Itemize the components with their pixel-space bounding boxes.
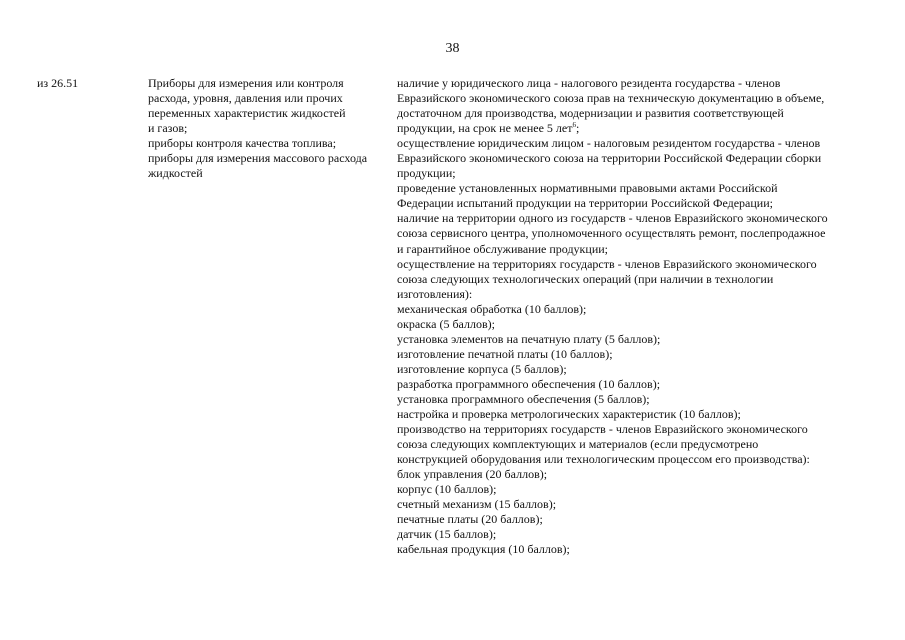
requirement-line: Евразийского экономического союза на территории Российской Федерации сборки (397, 151, 822, 166)
requirement-line: наличие у юридического лица - налогового резидента государства - членов (397, 76, 781, 90)
requirement-line: кабельная продукция (10 баллов); (397, 542, 570, 557)
requirement-line: печатные платы (20 баллов); (397, 512, 543, 527)
footnote-mark: 6 (572, 121, 576, 130)
requirement-line: производство на территориях государств - членов Евразийского экономического (397, 422, 808, 437)
product-name-line: приборы для измерения массового расхода (148, 151, 368, 166)
product-name-line: и газов; (148, 121, 188, 136)
requirement-line: продукции; (397, 166, 456, 181)
requirement-line: Федерации испытаний продукции на территории Российской Федерации; (397, 196, 773, 211)
footnote-suffix: ; (575, 121, 580, 136)
product-name-line: жидкостей (148, 166, 203, 181)
requirement-line: механическая обработка (10 баллов); (397, 301, 587, 316)
requirement-line: настройка и проверка метрологических характеристик (10 баллов); (397, 407, 741, 422)
product-name-line: Приборы для измерения или контроля (148, 76, 344, 90)
product-name-line: приборы контроля качества топлива; (148, 136, 337, 151)
requirement-line: осуществление на территориях государств - членов Евразийского экономического (397, 256, 817, 271)
requirement-line: конструкцией оборудования или технологическим процессом его производства): (397, 452, 810, 467)
requirement-line: датчик (15 баллов); (397, 527, 497, 542)
page-number: 38 (445, 41, 460, 56)
requirement-line: наличие на территории одного из государств - членов Евразийского экономического (397, 211, 828, 226)
product-name-line: переменных характеристик жидкостей (148, 106, 346, 121)
requirement-line: счетный механизм (15 баллов); (397, 497, 557, 512)
requirement-line: разработка программного обеспечения (10 баллов); (397, 376, 661, 391)
requirement-line: достаточном для производства, модернизации и развития соответствующей (397, 106, 784, 121)
requirement-line: изготовление печатной платы (10 баллов); (397, 346, 613, 361)
requirement-line: блок управления (20 баллов); (397, 467, 548, 482)
requirement-line: Евразийского экономического союза прав на техническую документацию в объеме, (397, 91, 825, 106)
requirement-line: осуществление юридическим лицом - налоговым резидентом государства - членов (397, 136, 821, 151)
requirement-line: союза следующих технологических операций (при наличии в технологии (397, 271, 774, 286)
requirement-line: окраска (5 баллов); (397, 316, 495, 331)
requirement-line: установка программного обеспечения (5 баллов); (397, 391, 650, 406)
requirement-line: проведение установленных нормативными правовыми актами Российской (397, 181, 778, 196)
requirement-line: союза сервисного центра, уполномоченного осуществлять ремонт, послепродажное (397, 226, 826, 241)
requirement-line: союза следующих комплектующих и материалов (если предусмотрено (397, 437, 759, 452)
requirement-line: изготовления): (397, 286, 473, 301)
requirement-line-with-footnote (397, 121, 877, 136)
product-name-line: расхода, уровня, давления или прочих (148, 91, 343, 106)
requirement-line: и гарантийное обслуживание продукции; (397, 241, 608, 256)
requirements-text (397, 76, 877, 558)
product-name (148, 76, 388, 181)
requirement-line-text: продукции, на срок не менее 5 лет (397, 121, 573, 136)
requirement-line: изготовление корпуса (5 баллов); (397, 361, 567, 376)
requirement-line: корпус (10 баллов); (397, 482, 497, 497)
product-code: из 26.51 (37, 76, 79, 90)
requirement-line: установка элементов на печатную плату (5 баллов); (397, 331, 661, 346)
